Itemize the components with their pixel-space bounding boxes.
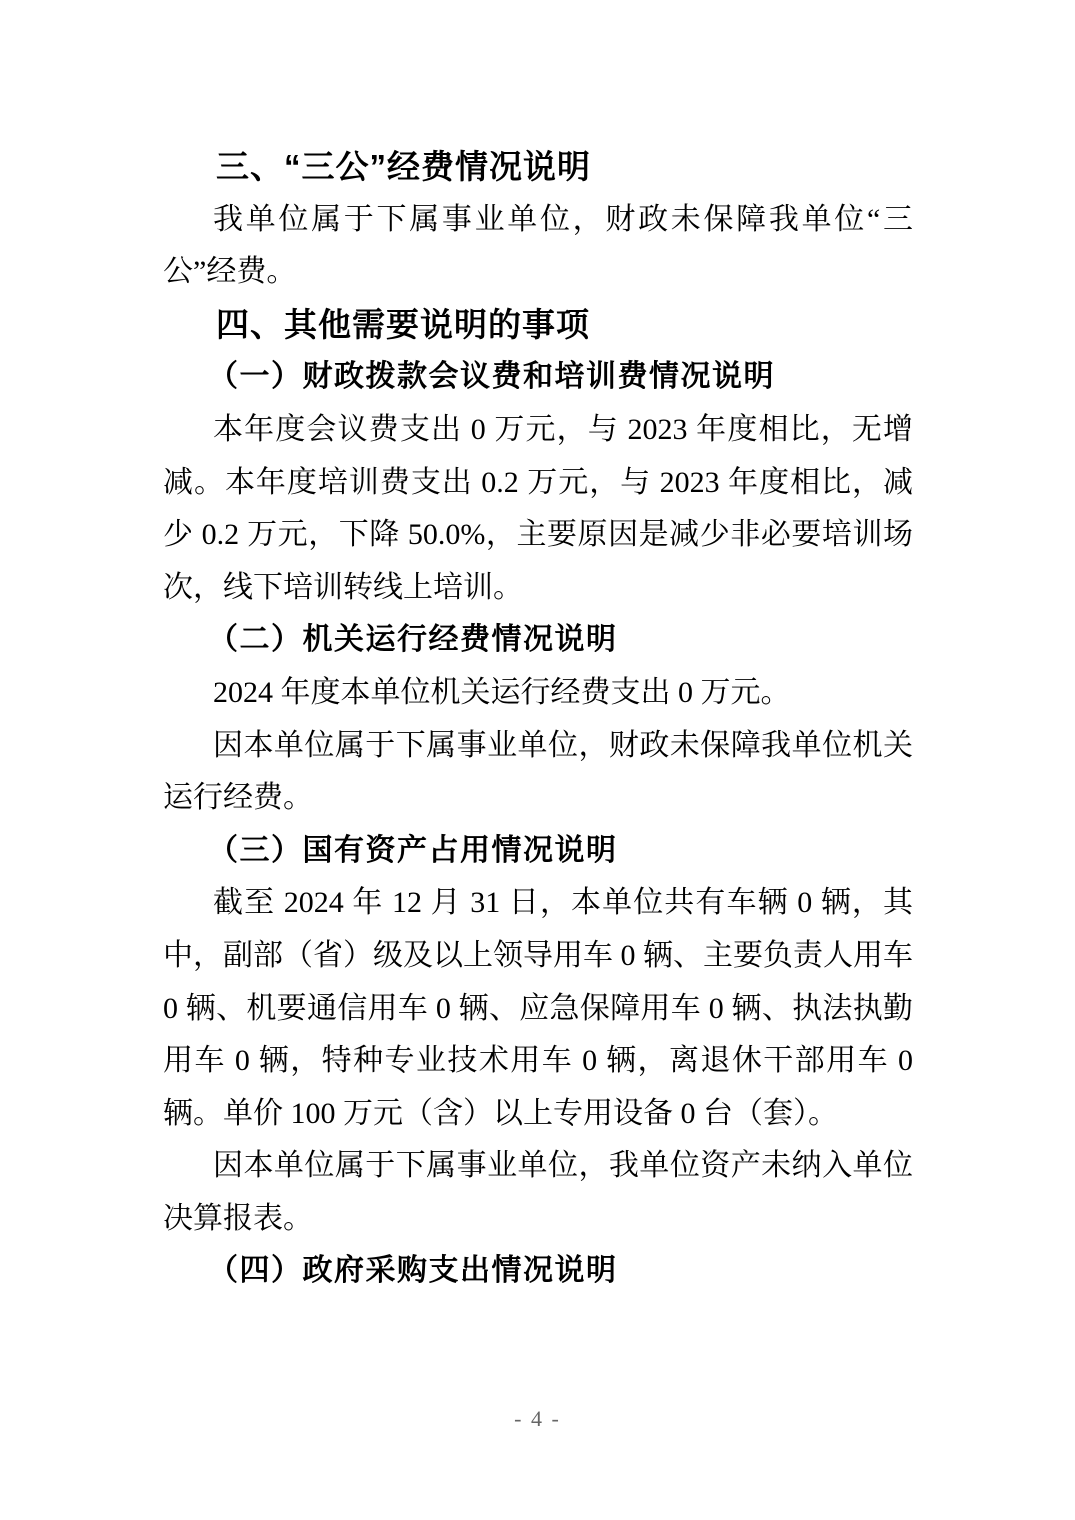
para-sangong-explanation: 我单位属于下属事业单位，财政未保障我单位“三公”经费。 (163, 202, 913, 289)
subheading-agency-operation-funds: （二）机关运行经费情况说明 (208, 623, 618, 657)
para-state-assets-note: 因本单位属于下属事业单位，我单位资产未纳入单位决算报表。 (163, 1149, 913, 1235)
document-body (163, 141, 913, 1298)
para-state-assets-vehicles: 截至 2024 年 12 月 31 日，本单位共有车辆 0 辆，其中，副部（省）级及以上领导用车 0 辆、主要负责人用车 0 辆、机要通信用车 0 辆、应急保障用车 0 辆、执法执勤用车 0 辆，特种专业技术用车 0 辆，离退休干部用车 0 辆。单价 100 万元（含）以上专用设备 0 台（套）。 (163, 886, 913, 1130)
para-agency-operation-amount: 2024 年度本单位机关运行经费支出 0 万元。 (213, 675, 791, 709)
para-agency-operation-note: 因本单位属于下属事业单位，财政未保障我单位机关运行经费。 (163, 728, 913, 815)
subheading-state-assets: （三）国有资产占用情况说明 (208, 833, 618, 867)
subheading-meeting-training-fees: （一）财政拨款会议费和培训费情况说明 (208, 360, 775, 394)
para-meeting-training-fees: 本年度会议费支出 0 万元，与 2023 年度相比，无增减。本年度培训费支出 0.2 万元，与 2023 年度相比，减少 0.2 万元，下降 50.0%，主要原因是减少非必要培训场次，线下培训转线上培训。 (163, 412, 913, 604)
page-number: - 4 - (514, 1406, 561, 1431)
heading-sangong-expenses: 三、“三公”经费情况说明 (216, 148, 591, 185)
subheading-gov-procurement: （四）政府采购支出情况说明 (208, 1254, 618, 1288)
heading-other-items: 四、其他需要说明的事项 (216, 305, 590, 343)
